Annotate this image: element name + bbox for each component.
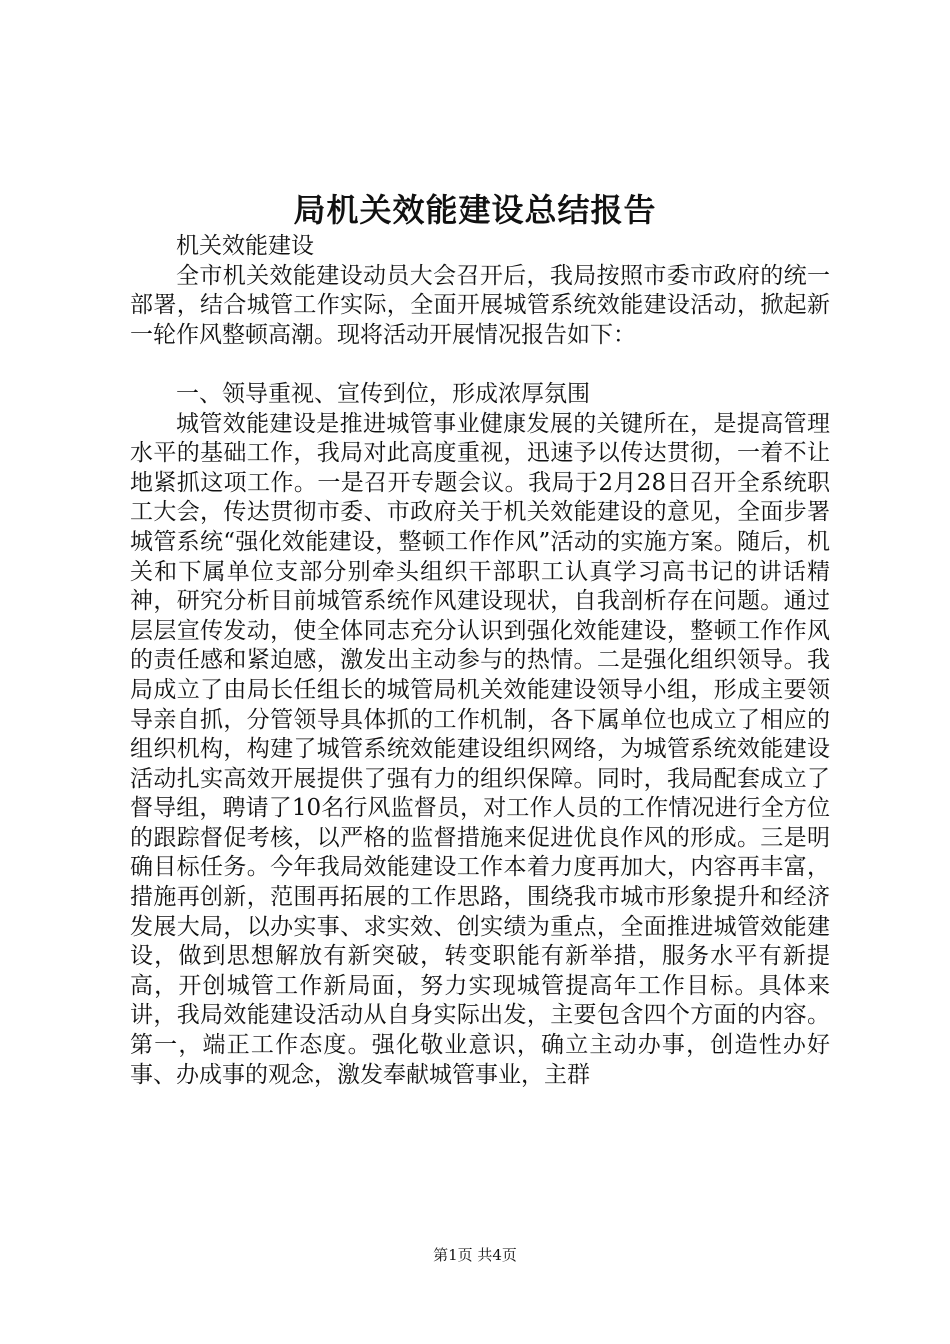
document-body — [130, 232, 830, 1090]
section-heading-1: 一、领导重视、宣传到位，形成浓厚氛围 — [176, 380, 590, 407]
document-title: 局机关效能建设总结报告 — [293, 191, 657, 229]
paragraph-subtitle: 机关效能建设 — [176, 233, 314, 259]
paragraph-section-1: 城管效能建设是推进城管事业健康发展的关键所在，是提高管理水平的基础工作，我局对此高度重视，迅速予以传达贯彻，一着不让地紧抓这项工作。一是召开专题会议。我局于2月28日召开全系统职工大会，传达贯彻市委、市政府关于机关效能建设的意见，全面步署城管系统“强化效能建设，整顿工作作风”活动的实施方案。随后，机关和下属单位支部分别牵头组织干部职工认真学习高书记的讲话精神，研究分析目前城管系统作风建设现状，自我剖析存在问题。通过层层宣传发动，使全体同志充分认识到强化效能建设，整顿工作作风的责任感和紧迫感，激发出主动参与的热情。二是强化组织领导。我局成立了由局长任组长的城管局机关效能建设领导小组，形成主要领导亲自抓，分管领导具体抓的工作机制，各下属单位也成立了相应的组织机构，构建了城管系统效能建设组织网络，为城管系统效能建设活动扎实高效开展提供了强有力的组织保障。同时，我局配套成立了督导组，聘请了10名行风监督员，对工作人员的工作情况进行全方位的跟踪督促考核，以严格的监督措施来促进优良作风的形成。三是明确目标任务。今年我局效能建设工作本着力度再加大，内容再丰富，措施再创新，范围再拓展的工作思路，围绕我市城市形象提升和经济发展大局，以办实事、求实效、创实绩为重点，全面推进城管效能建设，做到思想解放有新突破，转变职能有新举措，服务水平有新提高，开创城管工作新局面，努力实现城管提高年工作目标。具体来讲，我局效能建设活动从自身实际出发，主要包含四个方面的内容。第一，端正工作态度。强化敬业意识，确立主动办事，创造性办好事、办成事的观念，激发奉献城管事业，主群 — [130, 410, 830, 1088]
paragraph-intro: 全市机关效能建设动员大会召开后，我局按照市委市政府的统一部署，结合城管工作实际，全面开展城管系统效能建设活动，掀起新一轮作风整顿高潮。现将活动开展情况报告如下： — [130, 262, 830, 348]
page-number-footer: 第1页 共4页 — [433, 1246, 517, 1264]
